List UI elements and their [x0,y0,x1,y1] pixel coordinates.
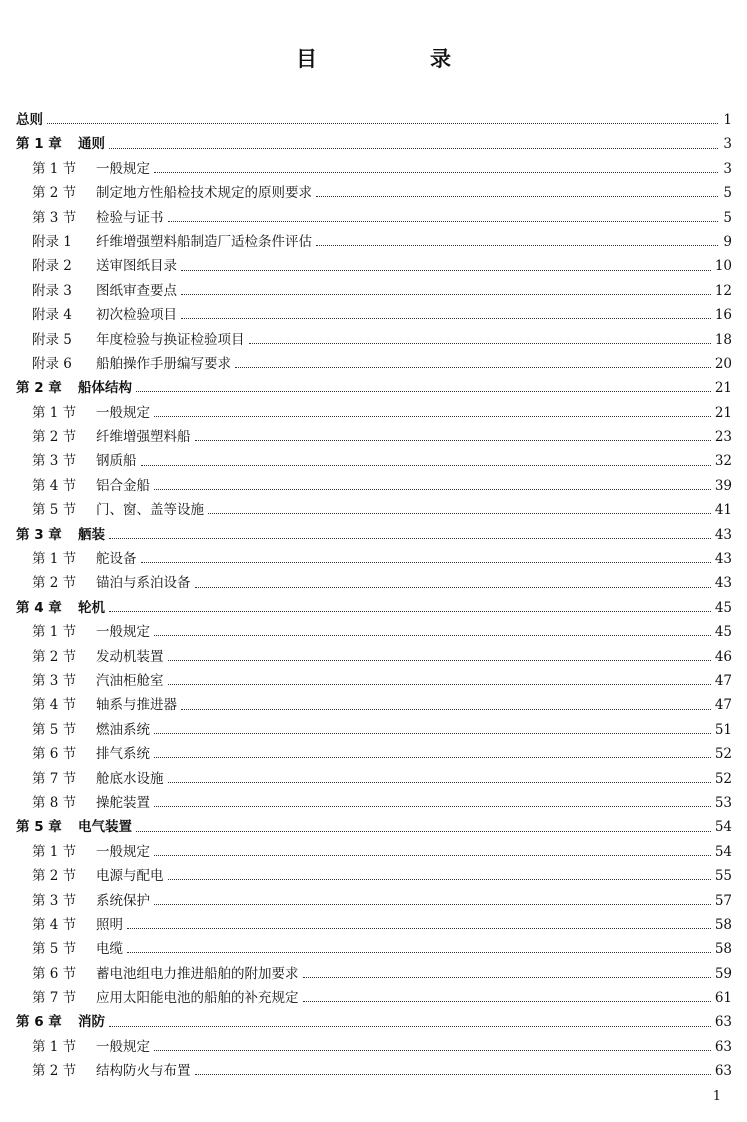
toc-entry-page: 59 [714,965,732,982]
toc-section-entry[interactable] [16,279,732,303]
toc-chapter-entry[interactable] [16,108,732,132]
toc-leader-dots [168,659,711,661]
toc-entry-title: 铝合金船 [96,477,150,494]
toc-leader-dots [181,708,711,710]
toc-leader-dots [181,317,711,319]
toc-entry-number: 第 5 节 [32,502,77,519]
toc-entry-number: 第 2 节 [32,185,77,202]
toc-entry-title: 排气系统 [96,746,150,763]
toc-leader-dots [154,415,711,417]
toc-entry-number: 第 2 章 [16,380,62,397]
toc-leader-dots [141,561,711,563]
toc-leader-dots [154,171,718,173]
toc-entry-number: 第 1 章 [16,136,62,153]
toc-entry-page: 55 [714,868,732,885]
toc-entry-number: 第 4 节 [32,477,77,494]
toc-entry-number: 第 3 章 [16,526,62,543]
toc-chapter-entry[interactable] [16,815,732,839]
toc-entry-page: 43 [714,526,732,543]
toc-leader-dots [235,366,711,368]
toc-entry-number: 第 4 节 [32,916,77,933]
toc-chapter-entry[interactable] [16,376,732,400]
toc-entry-number: 第 3 节 [32,209,77,226]
toc-entry-title: 总则 [16,112,43,128]
toc-entry-title: 年度检验与换证检验项目 [96,331,245,348]
toc-entry-number: 第 8 节 [32,794,77,811]
toc-entry-number: 第 5 节 [32,721,77,738]
toc-entry-title: 一般规定 [96,624,150,641]
toc-section-entry[interactable] [16,791,732,815]
toc-entry-number: 附录 5 [32,331,72,348]
toc-entry-page: 61 [714,990,732,1007]
toc-entry-page: 1 [723,112,732,128]
toc-entry-number: 第 3 节 [32,892,77,909]
toc-section-entry[interactable] [16,425,732,449]
toc-leader-dots [154,732,711,734]
toc-entry-title: 钢质船 [96,453,137,470]
toc-entry-page: 63 [714,1014,732,1031]
toc-entry-number: 第 3 节 [32,453,77,470]
toc-leader-dots [168,220,719,222]
toc-leader-dots [109,147,718,149]
toc-leader-dots [141,464,711,466]
toc-leader-dots [127,951,711,953]
toc-section-entry[interactable] [16,352,732,376]
toc-leader-dots [316,195,718,197]
toc-entry-page: 20 [714,355,732,372]
toc-entry-number: 附录 2 [32,258,72,275]
toc-entry-page: 47 [714,697,732,714]
toc-entry-title: 电源与配电 [96,868,164,885]
toc-leader-dots [109,1025,711,1027]
toc-section-entry[interactable] [16,693,732,717]
toc-leader-dots [181,269,711,271]
toc-leader-dots [136,830,711,832]
page-title: 目 录 [296,47,497,71]
toc-entry-title: 船舶操作手册编写要求 [96,355,231,372]
toc-section-entry[interactable] [16,889,732,913]
toc-entry-number: 第 2 节 [32,648,77,665]
toc-entry-title: 发动机装置 [96,648,164,665]
toc-entry-page: 46 [714,648,732,665]
toc-entry-page: 58 [714,941,732,958]
toc-section-entry[interactable] [16,669,732,693]
toc-section-entry[interactable] [16,181,732,205]
toc-entry-page: 9 [723,233,732,250]
toc-entry-page: 3 [723,160,732,177]
toc-section-entry[interactable] [16,157,732,181]
toc-entry-number: 第 4 章 [16,599,62,616]
toc-entry-title: 消防 [78,1014,105,1031]
toc-entry-page: 23 [714,429,732,446]
toc-section-entry[interactable] [16,962,732,986]
toc-section-entry[interactable] [16,1035,732,1059]
toc-entry-title: 蓄电池组电力推进船舶的附加要求 [96,965,299,982]
toc-entry-title: 结构防火与布置 [96,1063,191,1080]
toc-chapter-entry[interactable] [16,596,732,620]
toc-section-entry[interactable] [16,498,732,522]
toc-entry-page: 43 [714,551,732,568]
toc-entry-page: 52 [714,770,732,787]
toc-entry-number: 第 1 节 [32,160,77,177]
page-number: 1 [712,1089,721,1104]
toc-entry-title: 应用太阳能电池的船舶的补充规定 [96,990,299,1007]
toc-section-entry[interactable] [16,937,732,961]
toc-entry-title: 送审图纸目录 [96,258,177,275]
toc-entry-number: 附录 4 [32,307,72,324]
toc-entry-title: 门、窗、盖等设施 [96,502,204,519]
toc-section-entry[interactable] [16,864,732,888]
toc-entry-title: 纤维增强塑料船制造厂适检条件评估 [96,233,312,250]
toc-entry-page: 45 [714,599,732,616]
toc-leader-dots [208,512,711,514]
toc-leader-dots [47,122,718,124]
toc-section-entry[interactable] [16,620,732,644]
toc-entry-page: 63 [714,1038,732,1055]
toc-section-entry[interactable] [16,230,732,254]
toc-chapter-entry[interactable] [16,523,732,547]
toc-entry-title: 舵设备 [96,551,137,568]
toc-entry-page: 52 [714,746,732,763]
toc-leader-dots [195,586,711,588]
toc-leader-dots [154,1049,711,1051]
toc-leader-dots [154,903,711,905]
toc-leader-dots [168,878,711,880]
toc-entry-page: 54 [714,819,732,836]
toc-entry-title: 照明 [96,916,123,933]
toc-entry-title: 初次检验项目 [96,307,177,324]
toc-entry-title: 系统保护 [96,892,150,909]
toc-entry-title: 操舵装置 [96,794,150,811]
toc-entry-title: 检验与证书 [96,209,164,226]
toc-entry-title: 燃油系统 [96,721,150,738]
toc-leader-dots [303,1000,711,1002]
toc-entry-page: 58 [714,916,732,933]
toc-entry-title: 电缆 [96,941,123,958]
table-of-contents [16,108,732,1084]
toc-leader-dots [168,683,711,685]
toc-entry-number: 第 5 节 [32,941,77,958]
toc-entry-title: 锚泊与系泊设备 [96,575,191,592]
toc-entry-page: 3 [723,136,732,153]
toc-leader-dots [154,805,711,807]
toc-entry-page: 10 [714,258,732,275]
toc-entry-page: 43 [714,575,732,592]
toc-section-entry[interactable] [16,645,732,669]
toc-entry-number: 第 6 章 [16,1014,62,1031]
toc-section-entry[interactable] [16,547,732,571]
toc-entry-number: 第 4 节 [32,697,77,714]
toc-section-entry[interactable] [16,474,732,498]
toc-leader-dots [109,610,711,612]
toc-section-entry[interactable] [16,767,732,791]
toc-section-entry[interactable] [16,328,732,352]
toc-entry-title: 一般规定 [96,843,150,860]
toc-entry-number: 第 1 节 [32,404,77,421]
toc-chapter-entry[interactable] [16,1010,732,1034]
toc-entry-number: 附录 6 [32,355,72,372]
toc-section-entry[interactable] [16,303,732,327]
toc-section-entry[interactable] [16,1059,732,1083]
toc-entry-page: 41 [714,502,732,519]
toc-section-entry[interactable] [16,254,732,278]
toc-leader-dots [316,244,718,246]
toc-entry-number: 第 5 章 [16,819,62,836]
toc-entry-title: 舱底水设施 [96,770,164,787]
toc-entry-number: 第 1 节 [32,551,77,568]
toc-entry-number: 第 2 节 [32,868,77,885]
toc-entry-page: 16 [714,307,732,324]
toc-leader-dots [109,537,711,539]
toc-section-entry[interactable] [16,718,732,742]
toc-leader-dots [154,756,711,758]
toc-entry-title: 一般规定 [96,160,150,177]
toc-leader-dots [181,293,711,295]
toc-leader-dots [303,976,711,978]
toc-entry-title: 船体结构 [78,380,132,397]
toc-leader-dots [154,488,711,490]
toc-leader-dots [154,854,711,856]
toc-entry-title: 制定地方性船检技术规定的原则要求 [96,185,312,202]
toc-entry-title: 轮机 [78,599,105,616]
toc-section-entry[interactable] [16,840,732,864]
toc-leader-dots [195,439,711,441]
toc-entry-page: 12 [714,282,732,299]
toc-entry-page: 54 [714,843,732,860]
toc-section-entry[interactable] [16,571,732,595]
toc-entry-number: 第 1 节 [32,624,77,641]
toc-entry-page: 21 [714,404,732,421]
toc-entry-title: 纤维增强塑料船 [96,429,191,446]
toc-entry-number: 第 1 节 [32,1038,77,1055]
toc-entry-title: 图纸审查要点 [96,282,177,299]
toc-entry-number: 第 6 节 [32,746,77,763]
toc-entry-page: 5 [723,185,732,202]
toc-entry-page: 5 [723,209,732,226]
toc-entry-number: 第 2 节 [32,575,77,592]
toc-entry-number: 第 7 节 [32,990,77,1007]
toc-entry-number: 第 2 节 [32,1063,77,1080]
toc-section-entry[interactable] [16,206,732,230]
toc-entry-page: 18 [714,331,732,348]
toc-entry-page: 63 [714,1063,732,1080]
toc-entry-page: 51 [714,721,732,738]
toc-entry-number: 第 3 节 [32,672,77,689]
toc-entry-title: 一般规定 [96,1038,150,1055]
toc-entry-number: 第 1 节 [32,843,77,860]
toc-section-entry[interactable] [16,913,732,937]
toc-chapter-entry[interactable] [16,132,732,156]
toc-entry-page: 53 [714,794,732,811]
toc-entry-number: 附录 3 [32,282,72,299]
toc-entry-title: 一般规定 [96,404,150,421]
toc-leader-dots [136,390,711,392]
toc-section-entry[interactable] [16,742,732,766]
toc-leader-dots [195,1073,711,1075]
toc-entry-number: 第 7 节 [32,770,77,787]
toc-leader-dots [168,781,711,783]
toc-entry-page: 57 [714,892,732,909]
toc-section-entry[interactable] [16,986,732,1010]
toc-leader-dots [127,927,711,929]
toc-entry-page: 39 [714,477,732,494]
toc-entry-number: 附录 1 [32,233,72,250]
toc-entry-page: 21 [714,380,732,397]
toc-entry-page: 45 [714,624,732,641]
toc-entry-page: 32 [714,453,732,470]
toc-leader-dots [154,634,711,636]
toc-entry-title: 电气装置 [78,819,132,836]
toc-entry-number: 第 6 节 [32,965,77,982]
toc-entry-title: 轴系与推进器 [96,697,177,714]
toc-leader-dots [249,342,711,344]
toc-section-entry[interactable] [16,449,732,473]
toc-entry-number: 第 2 节 [32,429,77,446]
toc-entry-title: 通则 [78,136,105,153]
toc-entry-title: 汽油柜舱室 [96,672,164,689]
toc-section-entry[interactable] [16,401,732,425]
toc-entry-page: 47 [714,672,732,689]
toc-entry-title: 舾装 [78,526,105,543]
